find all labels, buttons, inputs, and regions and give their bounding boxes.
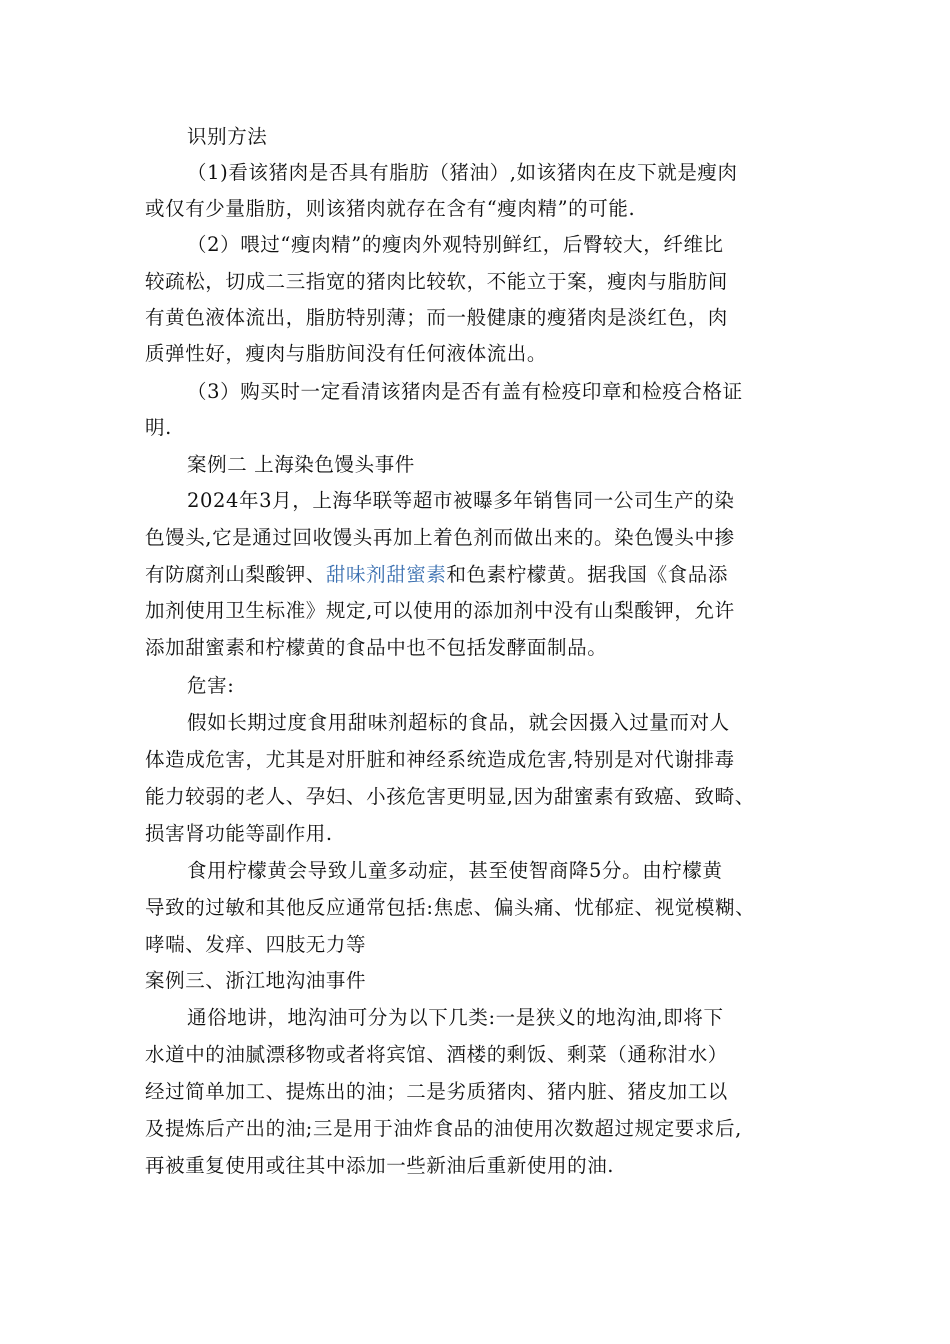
paragraph-line: 损害肾功能等副作用.	[145, 822, 333, 845]
case3-heading: 案例三、浙江地沟油事件	[145, 969, 367, 992]
harm-heading: 危害:	[187, 674, 235, 697]
paragraph-line: 再被重复使用或往其中添加一些新油后重新使用的油.	[145, 1154, 615, 1177]
paragraph-line: 水道中的油腻漂移物或者将宾馆、酒楼的剩饭、剩菜（通称泔水）	[145, 1043, 728, 1066]
section-heading-identification: 识别方法	[187, 125, 268, 148]
paragraph-line: 及提炼后产出的油;三是用于油炸食品的油使用次数超过规定要求后,	[145, 1117, 742, 1140]
paragraph-line: 色馒头,它是通过回收馒头再加上着色剂而做出来的。染色馒头中掺	[145, 526, 735, 549]
paragraph-line	[145, 561, 728, 589]
paragraph-line: 加剂使用卫生标准》规定,可以使用的添加剂中没有山梨酸钾，允许	[145, 599, 735, 622]
paragraph-line: 食用柠檬黄会导致儿童多动症，甚至使智商降5分。由柠檬黄	[187, 859, 723, 882]
paragraph-line: 有黄色液体流出，脂肪特别薄；而一般健康的瘦猪肉是淡红色，肉	[145, 306, 728, 329]
paragraph-line: 质弹性好，瘦肉与脂肪间没有任何液体流出。	[145, 342, 548, 365]
paragraph-line: 通俗地讲，地沟油可分为以下几类:一是狭义的地沟油,即将下	[187, 1006, 724, 1029]
paragraph-line: 较疏松，切成二三指宽的猪肉比较软，不能立于案，瘦肉与脂肪间	[145, 270, 728, 293]
paragraph-line: 导致的过敏和其他反应通常包括:焦虑、偏头痛、忧郁症、视觉模糊、	[145, 896, 756, 919]
paragraph-line: 能力较弱的老人、孕妇、小孩危害更明显,因为甜蜜素有致癌、致畸、	[145, 785, 755, 808]
paragraph-line: （2）喂过“瘦肉精”的瘦肉外观特别鲜红，后臀较大，纤维比	[187, 233, 724, 256]
text-segment: 和色素柠檬黄。据我国《食品添	[446, 563, 728, 586]
paragraph-line: （1)看该猪肉是否具有脂肪（猪油）,如该猪肉在皮下就是瘦肉	[187, 161, 738, 184]
paragraph-line: 2024年3月，上海华联等超市被曝多年销售同一公司生产的染	[187, 489, 735, 512]
paragraph-line: 添加甜蜜素和柠檬黄的食品中也不包括发酵面制品。	[145, 636, 608, 659]
text-segment: 有防腐剂山梨酸钾、	[145, 563, 326, 586]
paragraph-line: 假如长期过度食用甜味剂超标的食品，就会因摄入过量而对人	[187, 711, 730, 734]
paragraph-line: （3）购买时一定看清该猪肉是否有盖有检疫印章和检疫合格证	[187, 380, 743, 403]
paragraph-line: 明.	[145, 416, 172, 439]
sweetener-link[interactable]: 甜味剂甜蜜素	[325, 563, 447, 586]
case2-heading: 案例二 上海染色馒头事件	[187, 453, 415, 476]
paragraph-line: 哮喘、发痒、四肢无力等	[145, 933, 367, 956]
paragraph-line: 体造成危害，尤其是对肝脏和神经系统造成危害,特别是对代谢排毒	[145, 748, 735, 771]
paragraph-line: 或仅有少量脂肪，则该猪肉就存在含有“瘦肉精”的可能.	[145, 197, 636, 220]
paragraph-line: 经过简单加工、提炼出的油；二是劣质猪肉、猪内脏、猪皮加工以	[145, 1080, 728, 1103]
